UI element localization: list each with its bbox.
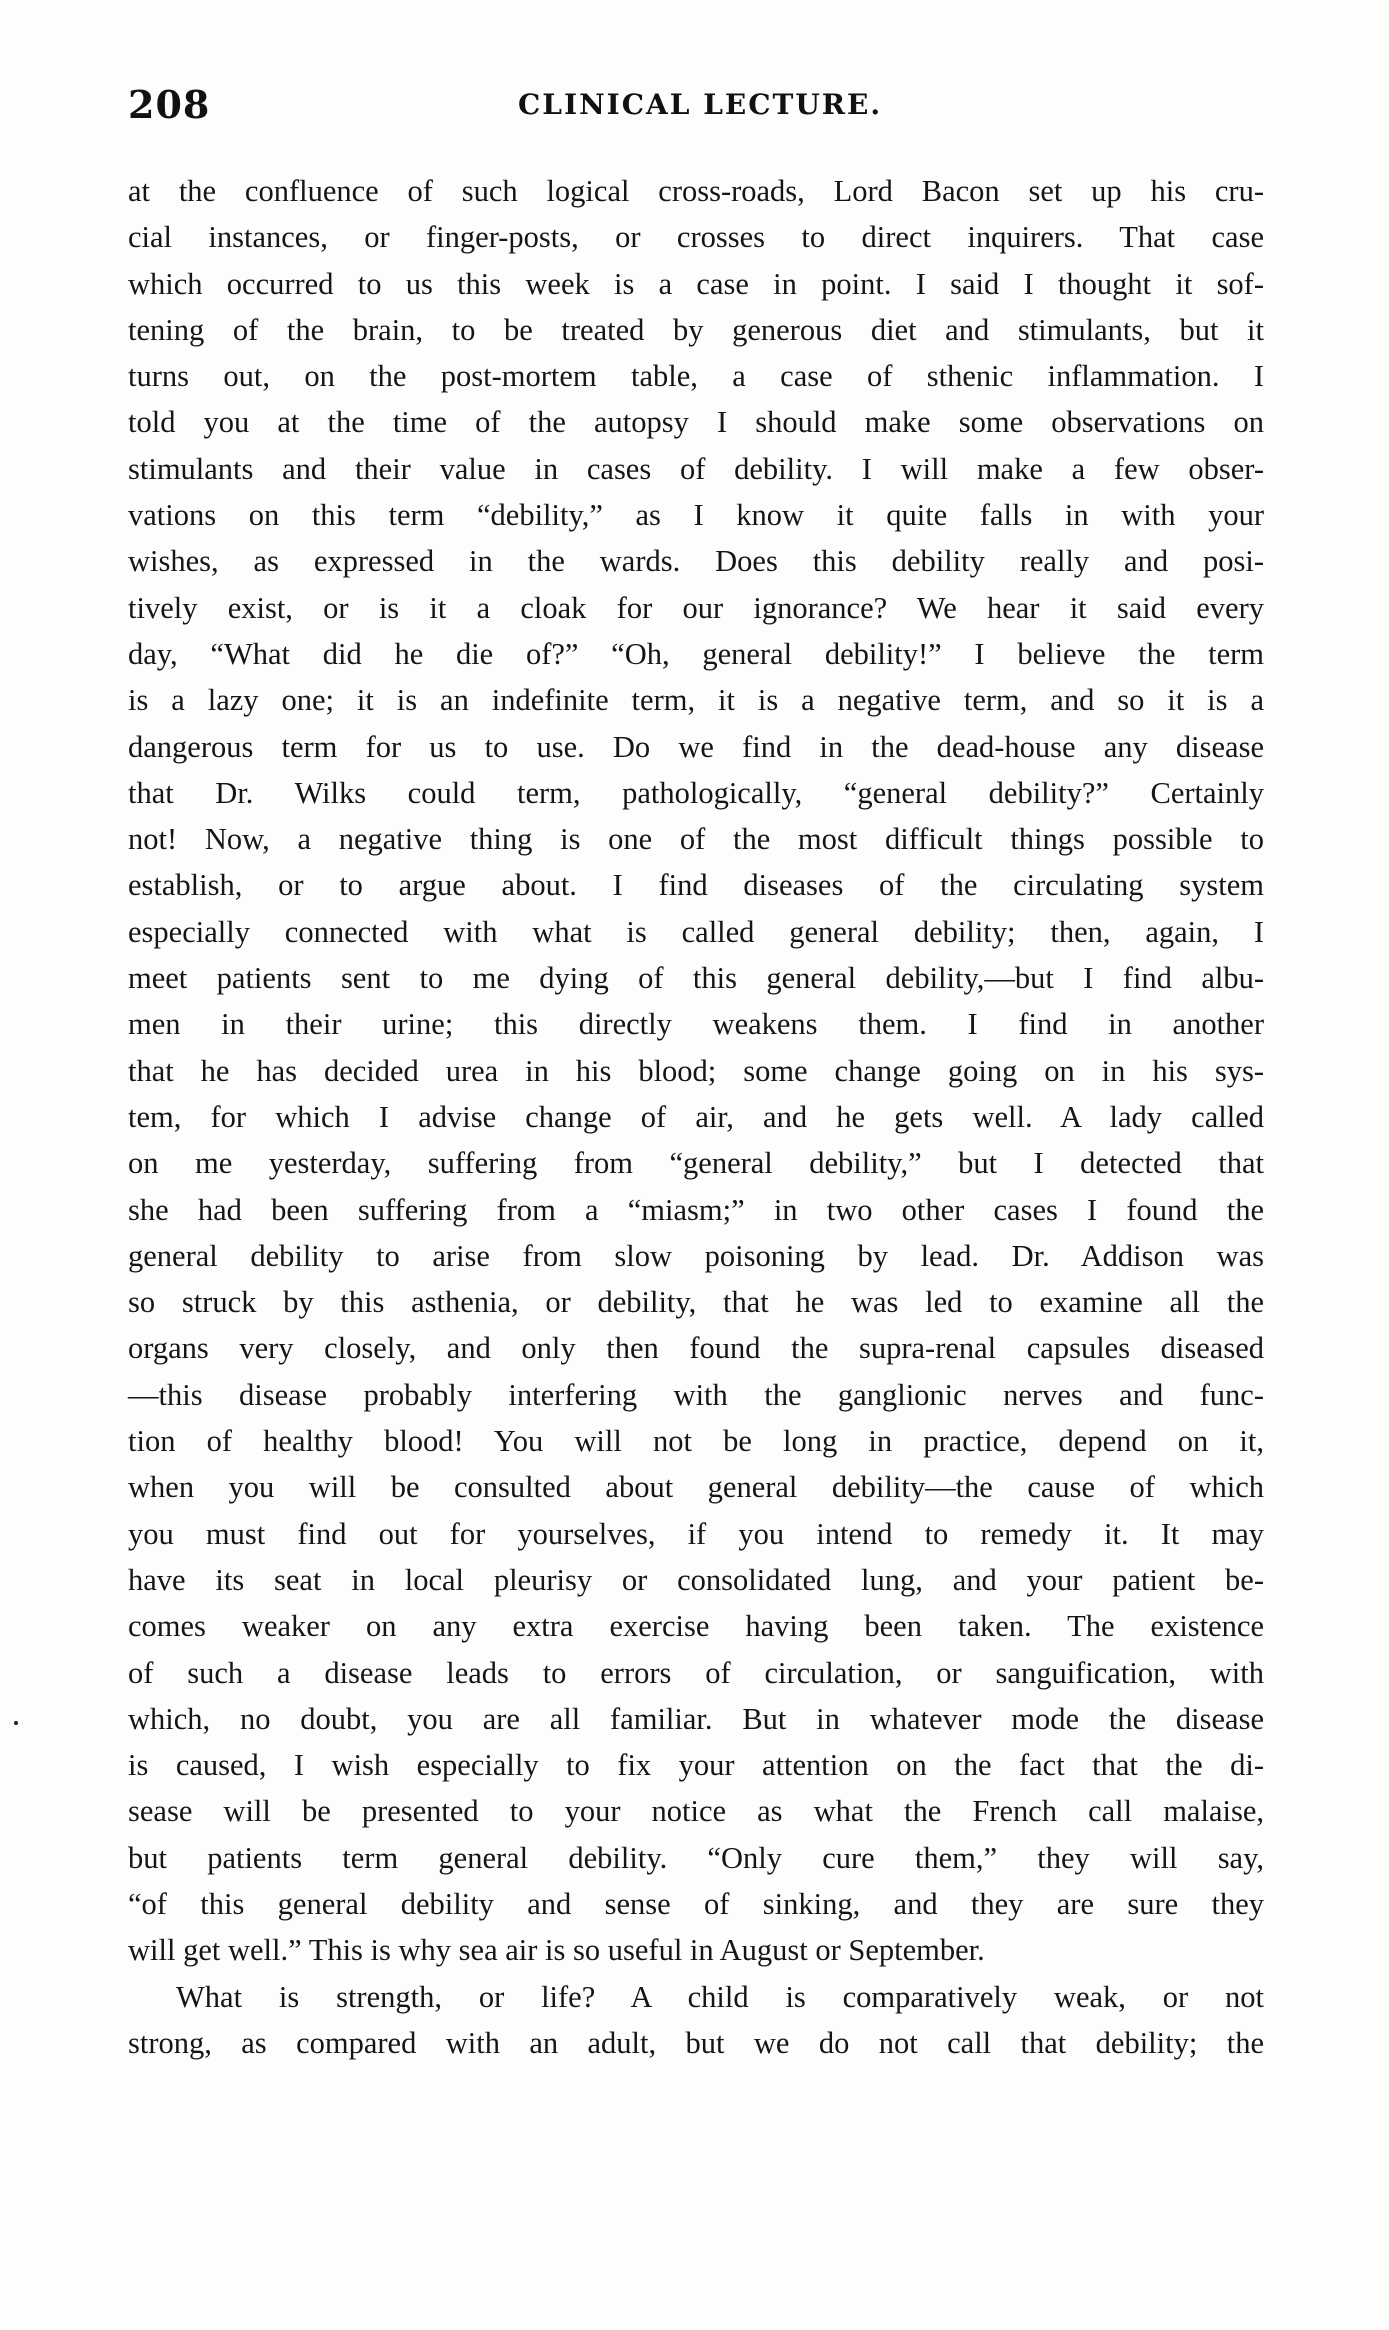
text-line: at the confluence of such logical cross-roads, Lord Bacon set up his cru- bbox=[128, 174, 1264, 208]
text-line: which occurred to us this week is a case in point. I said I thought it sof- bbox=[128, 266, 1264, 301]
text-line: so struck by this asthenia, or debility, that he was led to examine all the bbox=[128, 1285, 1264, 1320]
text-line: day, “What did he die of?” “Oh, general debility!” I believe the term bbox=[128, 636, 1264, 671]
text-line: general debility to arise from slow poisoning by lead. Dr. Addison was bbox=[128, 1238, 1264, 1273]
text-line: tion of healthy blood! You will not be long in practice, depend on it, bbox=[128, 1424, 1264, 1459]
text-line: not! Now, a negative thing is one of the most difficult things possible to bbox=[128, 822, 1264, 857]
text-line: that Dr. Wilks could term, pathologically, “general debility?” Certainly bbox=[128, 775, 1264, 810]
text-line: she had been suffering from a “miasm;” in two other cases I found the bbox=[128, 1192, 1264, 1227]
text-line: establish, or to argue about. I find diseases of the circulating system bbox=[128, 868, 1264, 903]
paragraph-1 bbox=[128, 168, 1264, 1974]
text-line: which, no doubt, you are all familiar. But in whatever mode the disease bbox=[128, 1701, 1264, 1736]
text-line: vations on this term “debility,” as I know it quite falls in with your bbox=[128, 498, 1264, 533]
scan-speck bbox=[14, 1721, 18, 1725]
text-line: —this disease probably interfering with the ganglionic nerves and func- bbox=[128, 1377, 1264, 1412]
text-line: tening of the brain, to be treated by generous diet and stimulants, but it bbox=[128, 312, 1264, 347]
text-line: told you at the time of the autopsy I should make some observations on bbox=[128, 405, 1264, 440]
text-line: turns out, on the post-mortem table, a case of sthenic inflammation. I bbox=[128, 359, 1264, 394]
text-line: when you will be consulted about general debility—the cause of which bbox=[128, 1470, 1264, 1505]
body-text bbox=[128, 168, 1264, 2066]
text-line: cial instances, or finger-posts, or crosses to direct inquirers. That case bbox=[128, 220, 1264, 255]
text-line: tem, for which I advise change of air, and he gets well. A lady called bbox=[128, 1099, 1264, 1134]
text-line: “of this general debility and sense of sinking, and they are sure they bbox=[128, 1886, 1264, 1921]
text-line: but patients term general debility. “Only cure them,” they will say, bbox=[128, 1840, 1264, 1875]
text-line: comes weaker on any extra exercise having been taken. The existence bbox=[128, 1609, 1264, 1644]
text-line: strong, as compared with an adult, but we do not call that debility; the bbox=[128, 2025, 1264, 2060]
text-line: have its seat in local pleurisy or consolidated lung, and your patient be- bbox=[128, 1562, 1264, 1597]
running-title: CLINICAL LECTURE. bbox=[518, 88, 883, 121]
paragraph-2 bbox=[128, 1974, 1264, 2067]
text-line: organs very closely, and only then found the supra-renal capsules diseased bbox=[128, 1331, 1264, 1366]
text-line: is a lazy one; it is an indefinite term, it is a negative term, and so it is a bbox=[128, 683, 1264, 718]
text-line: stimulants and their value in cases of debility. I will make a few obser- bbox=[128, 451, 1264, 486]
text-line: especially connected with what is called general debility; then, again, I bbox=[128, 914, 1264, 949]
page-number: 208 bbox=[128, 82, 211, 127]
text-line: meet patients sent to me dying of this general debility,—but I find albu- bbox=[128, 961, 1264, 996]
text-line: men in their urine; this directly weakens them. I find in another bbox=[128, 1007, 1264, 1042]
text-line: sease will be presented to your notice as what the French call malaise, bbox=[128, 1794, 1264, 1829]
text-line: of such a disease leads to errors of circulation, or sanguification, with bbox=[128, 1655, 1264, 1690]
text-line: is caused, I wish especially to fix your attention on the fact that the di- bbox=[128, 1748, 1264, 1783]
text-line: you must find out for yourselves, if you intend to remedy it. It may bbox=[128, 1516, 1264, 1551]
text-line: will get well.” This is why sea air is so useful in August or September. bbox=[128, 1933, 985, 1968]
text-line: tively exist, or is it a cloak for our ignorance? We hear it said every bbox=[128, 590, 1264, 625]
text-line: What is strength, or life? A child is comparatively weak, or not bbox=[176, 1979, 1264, 2014]
text-line: on me yesterday, suffering from “general debility,” but I detected that bbox=[128, 1146, 1264, 1181]
text-line: dangerous term for us to use. Do we find in the dead-house any disease bbox=[128, 729, 1264, 764]
text-line: that he has decided urea in his blood; some change going on in his sys- bbox=[128, 1053, 1264, 1088]
running-head bbox=[128, 82, 1264, 132]
text-line: wishes, as expressed in the wards. Does this debility really and posi- bbox=[128, 544, 1264, 579]
